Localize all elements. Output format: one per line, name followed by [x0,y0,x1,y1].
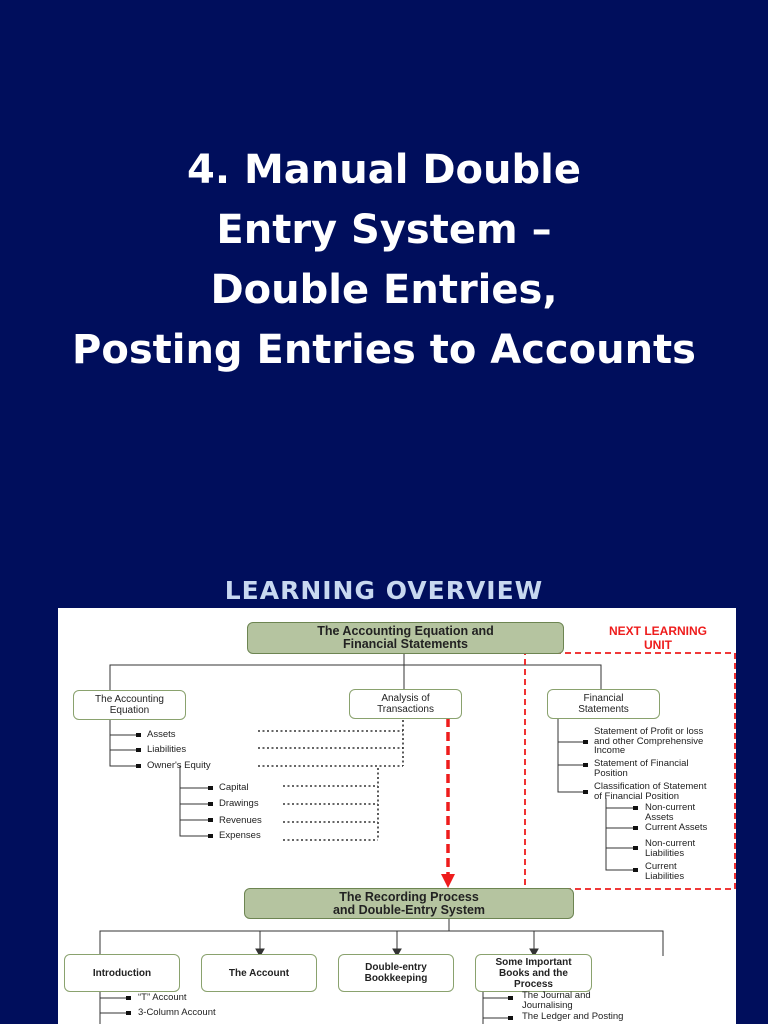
equity-item-revenues: Revenues [219,815,262,826]
the-account-box: The Account [201,954,317,992]
learning-overview-diagram [58,608,736,1024]
bullet-marker [208,818,213,822]
position-item-current-liabilities: Current Liabilities [645,861,685,882]
important-books-box: Some Important Books and the Process [475,954,592,992]
equity-item-expenses: Expenses [219,830,261,841]
bullet-marker [633,826,638,830]
bullet-marker [136,764,141,768]
position-item-non-current-assets: Non-current Assets [645,802,696,823]
books-item-ledger: The Ledger and Posting [522,1011,624,1022]
bullet-marker [508,996,513,1000]
bullet-marker [208,786,213,790]
statement-item-classification: Classification of Statement of Financial Position [594,781,707,802]
bullet-marker [136,733,141,737]
bullet-marker [208,802,213,806]
recording-process-box: The Recording Process and Double-Entry System [244,888,574,919]
bullet-marker [136,748,141,752]
books-item-journal: The Journal and Journalising [522,990,591,1011]
bullet-marker [633,806,638,810]
financial-statements-box: Financial Statements [547,689,660,719]
slide-title [0,140,768,380]
bullet-marker [126,1011,131,1015]
equation-item-liabilities: Liabilities [147,744,187,755]
equity-item-drawings: Drawings [219,798,259,809]
bullet-marker [583,763,588,767]
introduction-box: Introduction [64,954,180,992]
accounting-equation-box: The Accounting Equation [73,690,186,720]
intro-item-t-account: “T” Account [138,992,187,1003]
bullet-marker [508,1016,513,1020]
analysis-of-transactions-box: Analysis of Transactions [349,689,462,719]
title-line-3: Double Entries, [210,267,558,313]
position-item-non-current-liabilities: Non-current Liabilities [645,838,696,859]
equity-item-capital: Capital [219,782,249,793]
statement-item-financial-position: Statement of Financial Position [594,758,689,779]
bullet-marker [208,834,213,838]
accounting-equation-statements-box: The Accounting Equation and Financial Statements [247,622,564,654]
bullet-marker [583,740,588,744]
bullet-marker [126,996,131,1000]
next-learning-unit-label: NEXT LEARNING UNIT [608,624,707,652]
equation-item-assets: Assets [147,729,176,740]
title-line-2: Entry System – [216,207,552,253]
equation-item-owners-equity: Owner's Equity [147,760,211,771]
intro-item-3-column-account: 3-Column Account [138,1007,216,1018]
statement-item-profit-or-loss: Statement of Profit or loss and other Comprehensive Income [594,726,704,756]
bullet-marker [583,790,588,794]
bullet-marker [633,846,638,850]
bullet-marker [633,868,638,872]
learning-overview-heading: LEARNING OVERVIEW [224,576,544,605]
position-item-current-assets: Current Assets [645,822,708,833]
double-entry-bookkeeping-box: Double-entry Bookkeeping [338,954,454,992]
title-line-4: Posting Entries to Accounts [72,327,696,373]
title-line-1: 4. Manual Double [187,147,581,193]
